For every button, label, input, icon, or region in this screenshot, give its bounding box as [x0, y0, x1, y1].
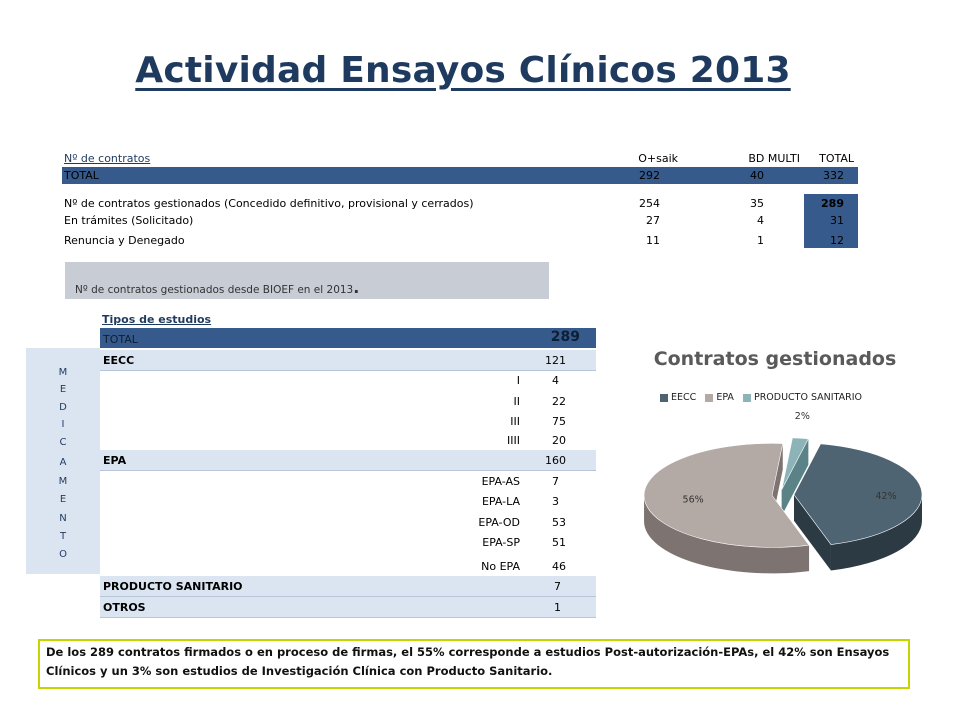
- study-value-phase-iiii: 20: [552, 434, 566, 447]
- chart-title: Contratos gestionados: [653, 348, 897, 370]
- study-label-phase-i: I: [516, 374, 520, 387]
- study-value-epa-as: 7: [552, 475, 559, 488]
- info-band-label: Nº de contratos gestionados desde BIOEF en el 2013: [75, 284, 354, 296]
- study-value-phase-iii: 75: [552, 415, 566, 428]
- study-label-epa: EPA: [103, 454, 127, 467]
- info-band-text: [75, 278, 359, 297]
- contracts-row-pending-c1: 27: [646, 214, 660, 227]
- study-value-eecc: 121: [545, 354, 566, 367]
- side-letter: A: [59, 457, 67, 468]
- contracts-row-pending-label: En trámites (Solicitado): [64, 214, 194, 227]
- side-letter: M: [58, 476, 68, 487]
- contracts-row-denied-c2: 1: [757, 234, 764, 247]
- contracts-total-c2: 40: [750, 169, 764, 182]
- study-label-phase-iii: III: [510, 415, 520, 428]
- contracts-header-col2: BD MULTI: [748, 152, 800, 165]
- pie-label-epa: 56%: [682, 494, 704, 506]
- study-label-epa-sp: EPA-SP: [482, 536, 520, 549]
- side-letter: E: [59, 384, 67, 395]
- study-types-total-label: TOTAL: [103, 333, 138, 346]
- study-label-producto-sanitario: PRODUCTO SANITARIO: [103, 580, 243, 593]
- side-letter: E: [59, 494, 67, 505]
- study-label-epa-od: EPA-OD: [478, 516, 520, 529]
- study-types-total-row: [100, 328, 596, 348]
- side-letter: T: [59, 531, 67, 542]
- contracts-total-label: TOTAL: [64, 169, 99, 182]
- study-row-otros: [100, 597, 596, 618]
- pie-label-producto-sanitario: 2%: [794, 411, 810, 423]
- study-value-otros: 1: [554, 601, 561, 614]
- info-band-period: .: [353, 278, 360, 297]
- contracts-row-denied-c1: 11: [646, 234, 660, 247]
- study-label-epa-la: EPA-LA: [481, 495, 520, 508]
- study-value-epa-la: 3: [552, 495, 559, 508]
- contracts-header-label: Nº de contratos: [64, 152, 151, 165]
- side-letter: N: [59, 513, 67, 524]
- study-label-epa-as: EPA-AS: [481, 475, 520, 488]
- study-value-phase-ii: 22: [552, 395, 566, 408]
- contracts-header-col3: TOTAL: [819, 152, 854, 165]
- study-label-phase-iiii: IIII: [507, 434, 520, 447]
- legend-label-eecc: EECC: [671, 392, 697, 403]
- study-label-phase-ii: II: [513, 395, 520, 408]
- study-types-total-value: 289: [550, 329, 580, 345]
- contracts-total-c3: 332: [823, 169, 844, 182]
- summary-box: De los 289 contratos firmados o en proceso de firmas, el 55% corresponde a estudios Post-autorización-EPAs, el 42% son Ensayos Clínicos y un 3% son estudios de Investigación Clínica con Producto Sanitario.: [38, 639, 910, 689]
- contracts-row-managed-c3: 289: [821, 197, 844, 210]
- contracts-row-managed-c1: 254: [639, 197, 660, 210]
- side-letter: M: [58, 367, 68, 378]
- study-value-epa-od: 53: [552, 516, 566, 529]
- legend-label-producto-sanitario: PRODUCTO SANITARIO: [753, 392, 863, 403]
- page-title: Actividad Ensayos Clínicos 2013: [135, 50, 791, 91]
- contracts-row-managed-label: Nº de contratos gestionados (Concedido definitivo, provisional y cerrados): [64, 197, 474, 210]
- pie-chart-panel: [640, 340, 940, 590]
- study-label-eecc: EECC: [103, 354, 135, 367]
- contracts-header-col1: O+saik: [638, 152, 678, 165]
- pie-chart: [640, 340, 940, 590]
- contracts-row-pending-c2: 4: [757, 214, 764, 227]
- side-letter: I: [61, 419, 65, 430]
- study-value-epa-sp: 51: [552, 536, 566, 549]
- contracts-row-denied-label: Renuncia y Denegado: [64, 234, 185, 247]
- study-value-producto-sanitario: 7: [554, 580, 561, 593]
- side-letter: O: [59, 549, 67, 560]
- pie-label-eecc: 42%: [875, 491, 897, 503]
- study-types-header: Tipos de estudios: [102, 313, 212, 326]
- legend-label-epa: EPA: [716, 392, 734, 403]
- contracts-total-c1: 292: [639, 169, 660, 182]
- contracts-row-denied-c3: 12: [830, 234, 844, 247]
- study-label-no-epa: No EPA: [481, 560, 520, 573]
- contracts-row-managed-c2: 35: [750, 197, 764, 210]
- study-value-epa: 160: [545, 454, 566, 467]
- contracts-row-pending-c3: 31: [830, 214, 844, 227]
- contracts-table: [62, 150, 858, 250]
- side-letter: C: [59, 437, 67, 448]
- study-value-no-epa: 46: [552, 560, 566, 573]
- study-label-otros: OTROS: [103, 601, 146, 614]
- medicamento-band: [26, 348, 100, 574]
- study-value-phase-i: 4: [552, 374, 559, 387]
- side-letter: D: [59, 402, 67, 413]
